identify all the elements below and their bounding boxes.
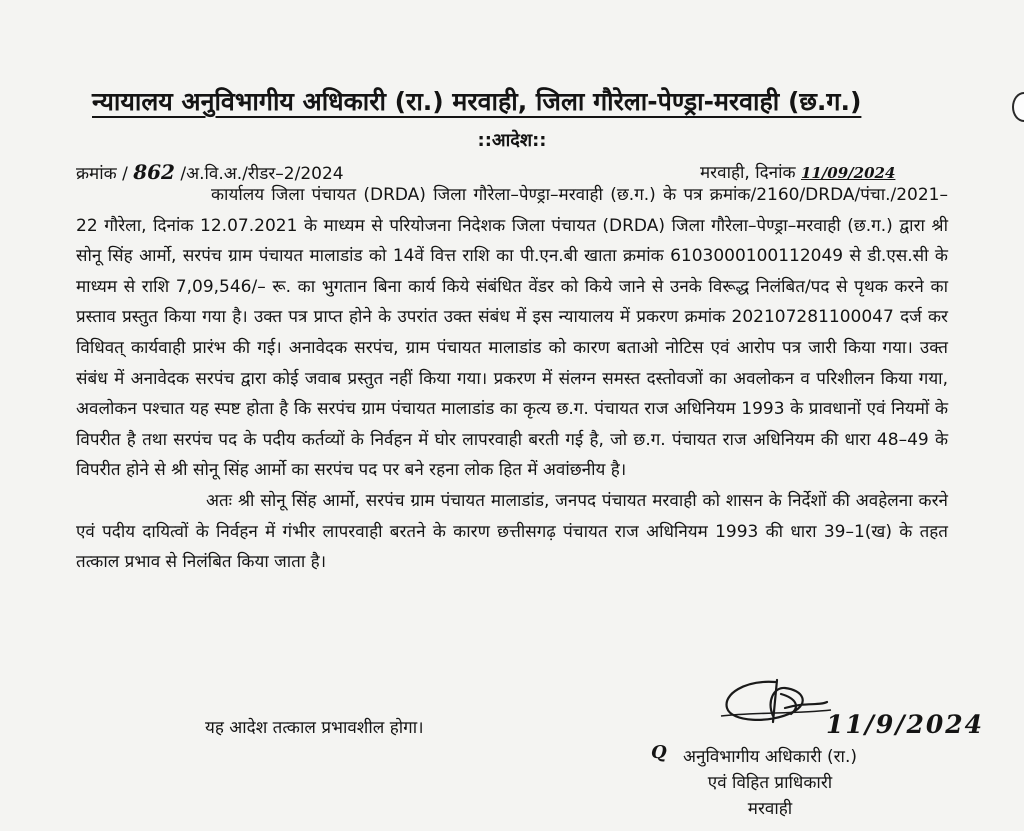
order-heading: ::आदेश:: xyxy=(477,130,547,151)
place-date-label: मरवाही, दिनांक xyxy=(700,163,796,183)
signature-date: 11/9/2024 xyxy=(826,710,985,739)
reference-prefix: क्रमांक / xyxy=(76,164,128,184)
reference-suffix: /अ.वि.अ./रीडर–2/2024 xyxy=(180,164,344,184)
signatory-authority: एवं विहित प्राधिकारी xyxy=(707,773,833,793)
signature-scribble xyxy=(715,672,835,732)
effective-statement: यह आदेश तत्काल प्रभावशील होगा। xyxy=(205,718,424,738)
handwritten-order-number: 862 xyxy=(133,160,175,184)
paragraph-suspension: अतः श्री सोनू सिंह आर्मो, सरपंच ग्राम पंचायत मालाडांड, जनपद पंचायत मरवाही को शासन के निर्देशों की अवहेलना करने एवं पदीय दायित्वों के निर्वहन में गंभीर लापरवाही बरतने के कारण छत्तीसगढ़ पंचायत राज अधिनियम 1993 की धारा 39–1(ख) के तहत तत्काल प्रभाव से निलंबित किया जाता है। xyxy=(76,490,948,573)
initial-mark: Q xyxy=(651,742,667,763)
signatory-designation: अनुविभागीय अधिकारी (रा.) xyxy=(683,747,857,767)
punch-hole xyxy=(1012,92,1024,122)
signatory-place: मरवाही xyxy=(747,799,793,819)
signatory-block xyxy=(640,744,900,822)
handwritten-date: 11/09/2024 xyxy=(800,164,896,182)
order-body xyxy=(76,180,948,578)
court-title: न्यायालय अनुविभागीय अधिकारी (रा.) मरवाही, जिला गौरेला-पेण्ड्रा-मरवाही (छ.ग.) xyxy=(92,87,862,116)
paragraph-findings: कार्यालय जिला पंचायत (DRDA) जिला गौरेला–पेण्ड्रा–मरवाही (छ.ग.) के पत्र क्रमांक/2160/DRDA/पंचा./2021–22 गौरेला, दिनांक 12.07.2021 के माध्यम से परियोजना निदेशक जिला पंचायत (DRDA) जिला गौरेला–पेण्ड्रा–मरवाही (छ.ग.) द्वारा श्री सोनू सिंह आर्मो, सरपंच ग्राम पंचायत मालाडांड को 14वें वित्त राशि का पी.एन.बी खाता क्रमांक 6103000100112049 से डी.एस.सी के माध्यम से राशि 7,09,546/– रू. का भुगतान बिना कार्य किये संबंधित वेंडर को किये जाने से उनके विरूद्ध निलंबित/पद से पृथक करने का प्रस्ताव प्रस्तुत किया गया है। उक्त पत्र प्राप्त होने के उपरांत उक्त संबंध में इस न्यायालय में प्रकरण क्रमांक 202107281100047 दर्ज कर विधिवत् कार्यवाही प्रारंभ की गई। अनावेदक सरपंच, ग्राम पंचायत मालाडांड को कारण बताओ नोटिस एवं आरोप पत्र जारी किया गया। उक्त संबंध में अनावेदक सरपंच द्वारा कोई जवाब प्रस्तुत नहीं किया गया। प्रकरण में संलग्न समस्त दस्तोवजों का अवलोकन व परिशीलन किया गया, अवलोकन पश्चात यह स्पष्ट होता है कि सरपंच ग्राम पंचायत मालाडांड का कृत्य छ.ग. पंचायत राज अधिनियम 1993 के प्रावधानों एवं नियमों के विपरीत है तथा सरपंच पद के पदीय कर्तव्यों के निर्वहन में घोर लापरवाही बरती गई है, जो छ.ग. पंचायत राज अधिनियम की धारा 48–49 के विपरीत होने से श्री सोनू सिंह आर्मो का सरपंच पद पर बने रहना लोक हित में अवांछनीय है। xyxy=(76,185,948,481)
